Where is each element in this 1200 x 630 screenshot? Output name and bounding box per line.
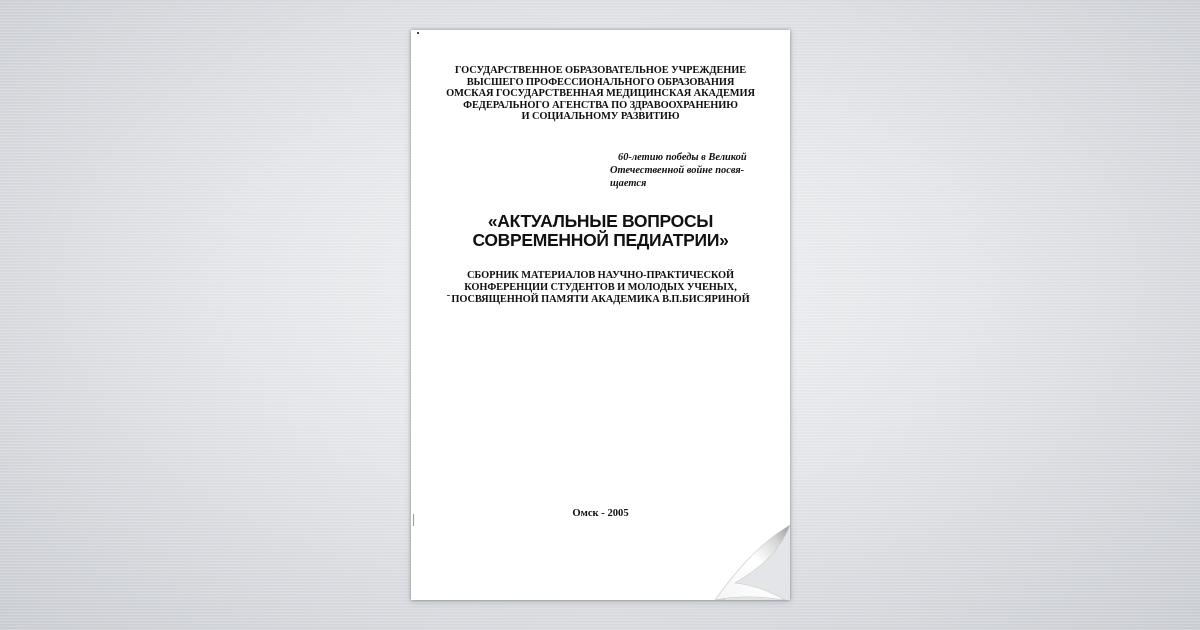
institution-header xyxy=(411,65,790,123)
page-curl-icon xyxy=(695,505,790,600)
document-title xyxy=(411,212,790,249)
title-line: СОВРЕМЕННОЙ ПЕДИАТРИИ» xyxy=(472,229,729,250)
header-line: И СОЦИАЛЬНОМУ РАЗВИТИЮ xyxy=(521,111,680,122)
dedication xyxy=(610,151,770,191)
title-line: «АКТУАЛЬНЫЕ ВОПРОСЫ xyxy=(487,211,714,231)
scan-speck xyxy=(417,32,419,34)
subtitle-line: ПОСВЯЩЕННОЙ ПАМЯТИ АКАДЕМИКА В.П.БИСЯРИНОЙ xyxy=(451,293,750,305)
header-line: ГОСУДАРСТВЕННОЕ ОБРАЗОВАТЕЛЬНОЕ УЧРЕЖДЕНИЕ xyxy=(454,65,747,76)
dedication-line: Отечественной войне посвя- xyxy=(610,165,745,177)
header-line: ФЕДЕРАЛЬНОГО АГЕНСТВА ПО ЗДРАВООХРАНЕНИЮ xyxy=(463,99,738,111)
city-year: Омск - 2005 xyxy=(572,508,629,519)
dedication-line: 60-летию победы в Великой xyxy=(618,152,747,163)
dedication-line: щается xyxy=(610,178,647,190)
document-page xyxy=(411,30,790,600)
document-subtitle xyxy=(411,270,790,305)
subtitle-line: КОНФЕРЕНЦИИ СТУДЕНТОВ И МОЛОДЫХ УЧЕНЫХ, xyxy=(464,281,737,293)
scan-speck xyxy=(413,514,414,526)
header-line: ВЫСШЕГО ПРОФЕССИОНАЛЬНОГО ОБРАЗОВАНИЯ xyxy=(466,76,735,88)
scan-speck xyxy=(447,295,450,296)
subtitle-line: СБОРНИК МАТЕРИАЛОВ НАУЧНО-ПРАКТИЧЕСКОЙ xyxy=(467,270,734,281)
header-line: ОМСКАЯ ГОСУДАРСТВЕННАЯ МЕДИЦИНСКАЯ АКАДЕМИЯ xyxy=(446,88,755,99)
